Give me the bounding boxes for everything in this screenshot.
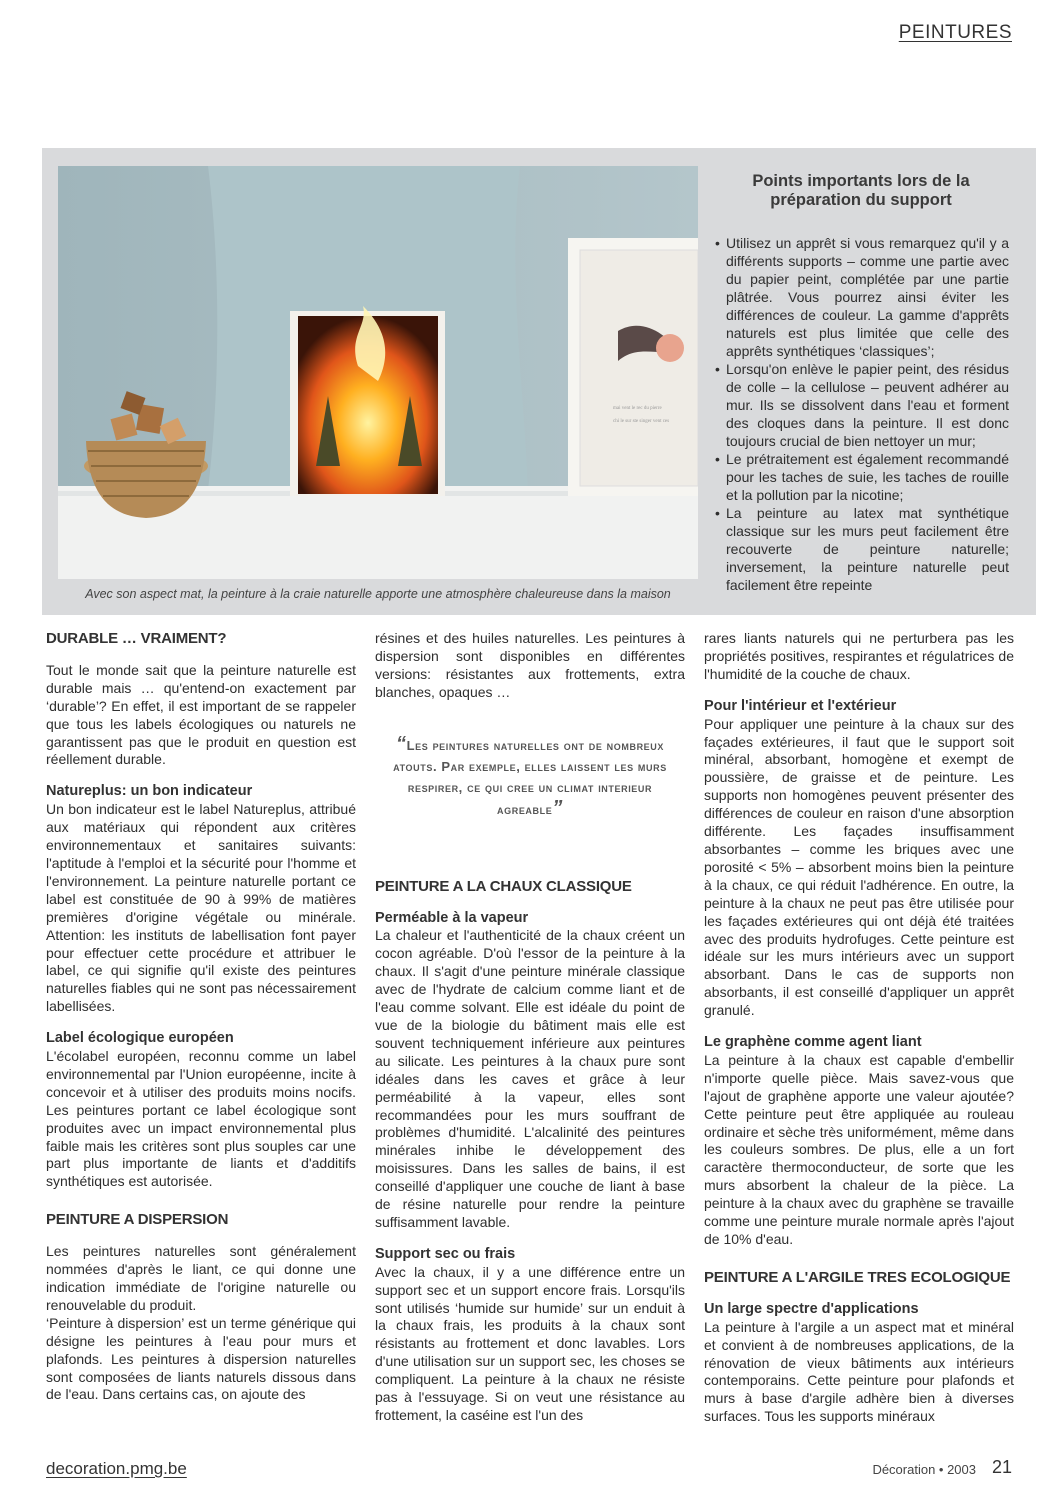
paragraph: Les peintures naturelles sont généralement nommées d'après le liant, ce qui donne une indication immédiate de l'origine naturelle ou renouvelable du produit. bbox=[46, 1243, 356, 1313]
paragraph: Tout le monde sait que la peinture naturelle est durable mais … qu'entend-on exactement par ‘durable’? En effet, il est important de se rappeler que tous les labels écologiques ou naturels ne garantissent pas que le produit en question est réellement durable. bbox=[46, 661, 356, 768]
subheading-vapeur: Perméable à la vapeur bbox=[375, 909, 529, 926]
pull-quote bbox=[385, 734, 675, 820]
photo-caption: Avec son aspect mat, la peinture à la craie naturelle apporte une atmosphère chaleureuse dans la maison bbox=[85, 587, 671, 601]
subheading-applications: Un large spectre d'applications bbox=[704, 1300, 919, 1317]
subheading-ecolabel: Label écologique européen bbox=[46, 1030, 234, 1047]
section-label: PEINTURES bbox=[898, 22, 1012, 43]
sidebar-item: • La peinture au latex mat synthétique classique sur les murs peut facilement être recouverte de peinture naturelle; inversement, la peinture naturelle peut facilement être repeinte bbox=[713, 504, 1009, 594]
footer-website-link[interactable]: decoration.pmg.be bbox=[46, 1459, 187, 1478]
sidebar-item: • Le prétraitement est également recommandé pour les taches de suie, les taches de rouille et la pollution par la nicotine; bbox=[713, 450, 1009, 504]
subheading-interieur: Pour l'intérieur et l'extérieur bbox=[704, 697, 897, 714]
sidebar-title: Points importants lors de la préparation du support bbox=[752, 172, 970, 209]
sidebar-list bbox=[713, 234, 1009, 594]
paragraph: L'écolabel européen, reconnu comme un label environnemental par l'Union européenne, incite à concevoir et à utiliser des produits moins nocifs. Les peintures portant ce label écologique sont produites avec un impact environnemental plus faible mais les critères sont plus souples car une part plus importante de liants et d'additifs synthétiques est autorisée. bbox=[46, 1048, 356, 1190]
column-1 bbox=[46, 630, 356, 1404]
paragraph: résines et des huiles naturelles. Les peintures à dispersion sont disponibles en différentes versions: résistantes aux frottements, extra blanches, opaques … bbox=[375, 630, 685, 700]
heading-argile: PEINTURE A L'ARGILE TRES ECOLOGIQUE bbox=[704, 1268, 1011, 1286]
quote-close-mark: ” bbox=[552, 796, 563, 819]
sidebar-box bbox=[713, 172, 1009, 594]
sidebar-item: • Lorsqu'on enlève le papier peint, des résidus de colle – la cellulose – peuvent adhérer au mur. Ils se dissolvent dans l'eau et forment des cloques dans la peinture. Il est donc toujours crucial de bien nettoyer un mur; bbox=[713, 360, 1009, 450]
page-number: 21 bbox=[991, 1457, 1012, 1477]
paragraph: La chaleur et l'authenticité de la chaux créent un cocon agréable. D'où l'essor de la peinture à la chaux. Il s'agit d'une peinture minérale classique avec de l'hydrate de calcium comme liant et de l'eau comme solvant. Elle est idéale du point de vue de la biologie du bâtiment mais elle est souvent techniquement inférieure aux peintures au silicate. Les peintures à la chaux pure sont idéales dans les caves et grâce à leur perméabilité à la vapeur, elles sont recommandées pour les murs souffrant de problèmes d'humidité. L'alcalinité des peintures minérales inhibe le développement des moisissures. Dans les salles de bains, il est conseillé d'appliquer une couche de liant à base de résine naturelle pour rendre la peinture suffisamment lavable. bbox=[375, 927, 685, 1230]
frame-text-2: chi le sur ste singer vent ces bbox=[613, 419, 670, 424]
footer-publication: Décoration • 2003 bbox=[872, 1462, 976, 1477]
heading-dispersion: PEINTURE A DISPERSION bbox=[46, 1211, 229, 1229]
paragraph: La peinture à l'argile a un aspect mat et minéral et convient à de nombreuses applications, de la rénovation de vieux bâtiments aux intérieurs contemporains. Cette peinture pour plafonds et murs à base d'argile adhère bien à diverses surfaces. Tous les supports minéraux bbox=[704, 1318, 1014, 1425]
column-3 bbox=[704, 630, 1014, 1426]
paragraph: La peinture à la chaux est capable d'embellir n'importe quelle pièce. Mais savez-vous que l'ajout de graphène apporte une valeur ajoutée? Cette peinture peut être appliquée au rouleau ordinaire et sèche très uniformément, même dans les couleurs sombres. De plus, elle a un fort caractère thermoconducteur, de sorte que les murs absorbent la chaleur de la pièce. La peinture à la chaux avec du graphène se travaille comme une peinture murale normale après l'ajout de 10% d'eau. bbox=[704, 1051, 1014, 1247]
sidebar-item: • Utilisez un apprêt si vous remarquez qu'il y a différents supports – comme une partie avec du papier peint, complétée par une partie plâtrée. Vous pourrez ainsi éviter les différences de couleur. La gamme d'apprêts naturels est plus limitée que celle des apprêts synthétiques ‘classiques’; bbox=[713, 234, 1009, 360]
fireplace-photo bbox=[58, 166, 698, 579]
heading-chaux: PEINTURE A LA CHAUX CLASSIQUE bbox=[375, 877, 632, 895]
column-2 bbox=[375, 630, 685, 1425]
frame-text-1: mai vent le rec du pierre bbox=[613, 406, 662, 411]
pull-quote-text: Les peintures naturelles ont de nombreux atouts. Par exemple, elles laissent les murs respirer, ce qui cree un climat interieur agreable bbox=[393, 737, 667, 817]
subheading-support: Support sec ou frais bbox=[375, 1245, 516, 1262]
paragraph: rares liants naturels qui ne perturbera pas les propriétés positives, respirantes et régulatrices de l'humidité de la couche de chaux. bbox=[704, 630, 1014, 682]
quote-open-mark: “ bbox=[396, 732, 407, 755]
paragraph: Avec la chaux, il y a une différence entre un support sec et un support encore frais. Lorsqu'ils sont utilisés ‘humide sur humide’ sur un enduit à la chaux frais, les produits à la chaux sont résistants au frottement et donc lavables. Lors d'une utilisation sur un support sec, les choses se compliquent. La peinture à la chaux ne résiste pas à l'essuyage. Si on veut une résistance au frottement, la caséine est l'un des bbox=[375, 1263, 685, 1423]
paragraph: Un bon indicateur est le label Natureplus, attribué aux matériaux qui répondent aux critères environnementaux et sanitaires suivants: l'aptitude à l'emploi et la sécurité pour l'homme et l'environnement. La peinture naturelle portant ce label est constituée de 90 à 99% de matières premières d'origine végétale ou minérale. Attention: les instituts de labellisation font payer pour effectuer cette procédure et attribuer le label, ce qui signifie qu'il existe des peintures naturelles fiables qui ne sont pas nécessairement labellisées. bbox=[46, 801, 356, 1015]
fireplace-illustration bbox=[58, 166, 698, 579]
heading-durable: DURABLE … VRAIMENT? bbox=[46, 630, 227, 647]
paragraph: ‘Peinture à dispersion’ est un terme générique qui désigne les peintures à l'eau pour murs et plafonds. Les peintures à dispersion naturelles sont composées de liants naturels dissous dans de l'eau. Dans certains cas, on ajoute des bbox=[46, 1314, 356, 1403]
paragraph: Pour appliquer une peinture à la chaux sur des façades extérieures, il faut que le support soit minéral, absorbant, homogène et exempt de poussière, de graisse et de peinture. Les supports non homogènes peuvent présenter des différences de couleur en raison d'une absorption différente. Les façades insuffisamment absorbantes – comme les briques avec une porosité < 5% – absorbent moins bien la peinture à la chaux, ce qui réduit l'adhérence. En outre, la peinture à la chaux ne peut pas être utilisée pour les façades extérieures qui ont déjà été traitées avec des produits hydrofuges. Cette peinture est idéale sur les murs intérieurs avec un support absorbant. Dans le cas de supports non absorbants, il est conseillé d'appliquer un apprêt granulé. bbox=[704, 715, 1014, 1019]
subheading-graphene: Le graphène comme agent liant bbox=[704, 1034, 922, 1051]
subheading-natureplus: Natureplus: un bon indicateur bbox=[46, 783, 253, 800]
